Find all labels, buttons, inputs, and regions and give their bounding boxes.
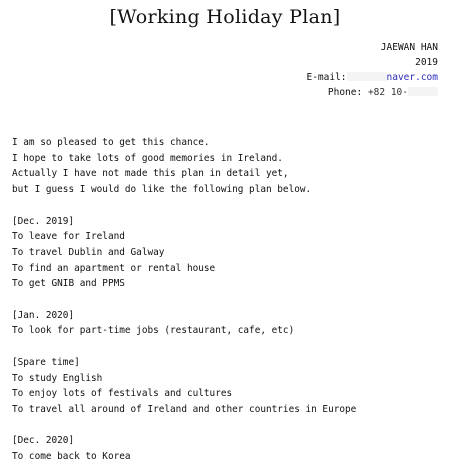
phone-line: [306, 85, 438, 100]
document-title: [Working Holiday Plan]: [109, 6, 341, 28]
contact-block: [306, 40, 438, 100]
phone-value: +82 10-: [367, 87, 408, 98]
plan-item: To get GNIB and PPMS: [12, 278, 125, 290]
email-label: E-mail:: [306, 72, 347, 83]
intro-line: I hope to take lots of good memories in Ireland.: [12, 152, 283, 164]
plan-item: To come back to Korea: [12, 451, 131, 462]
phone-label: Phone:: [327, 87, 363, 98]
intro-line: but I guess I would do like the following plan below.: [12, 184, 312, 196]
document-body: [12, 135, 356, 465]
redacted-block: [408, 87, 438, 96]
plan-item: To enjoy lots of festivals and cultures: [12, 388, 233, 400]
intro-line: I am so pleased to get this chance.: [12, 137, 210, 148]
spacer: [12, 198, 356, 214]
plan-item: To find an apartment or rental house: [12, 262, 216, 274]
email-link[interactable]: naver.com: [386, 72, 438, 83]
plan-item: To look for part-time jobs (restaurant, cafe, etc): [12, 325, 295, 337]
plan-item: To travel all around of Ireland and other countries in Europe: [12, 403, 357, 415]
spacer: [12, 418, 356, 434]
author-name: JAEWAN HAN: [380, 42, 438, 53]
plan-item: To leave for Ireland: [12, 231, 125, 243]
section-heading: [Dec. 2019]: [12, 215, 75, 227]
spacer: [12, 339, 356, 355]
spacer: [12, 292, 356, 308]
section-heading: [Dec. 2020]: [12, 435, 75, 447]
intro-line: Actually I have not made this plan in detail yet,: [12, 168, 289, 180]
author-id: 2019: [415, 57, 438, 68]
email-line: [306, 70, 438, 85]
redacted-block: [347, 72, 387, 81]
plan-item: To study English: [12, 372, 103, 384]
section-heading: [Spare time]: [12, 356, 80, 368]
section-heading: [Jan. 2020]: [12, 309, 75, 321]
plan-item: To travel Dublin and Galway: [12, 246, 165, 258]
